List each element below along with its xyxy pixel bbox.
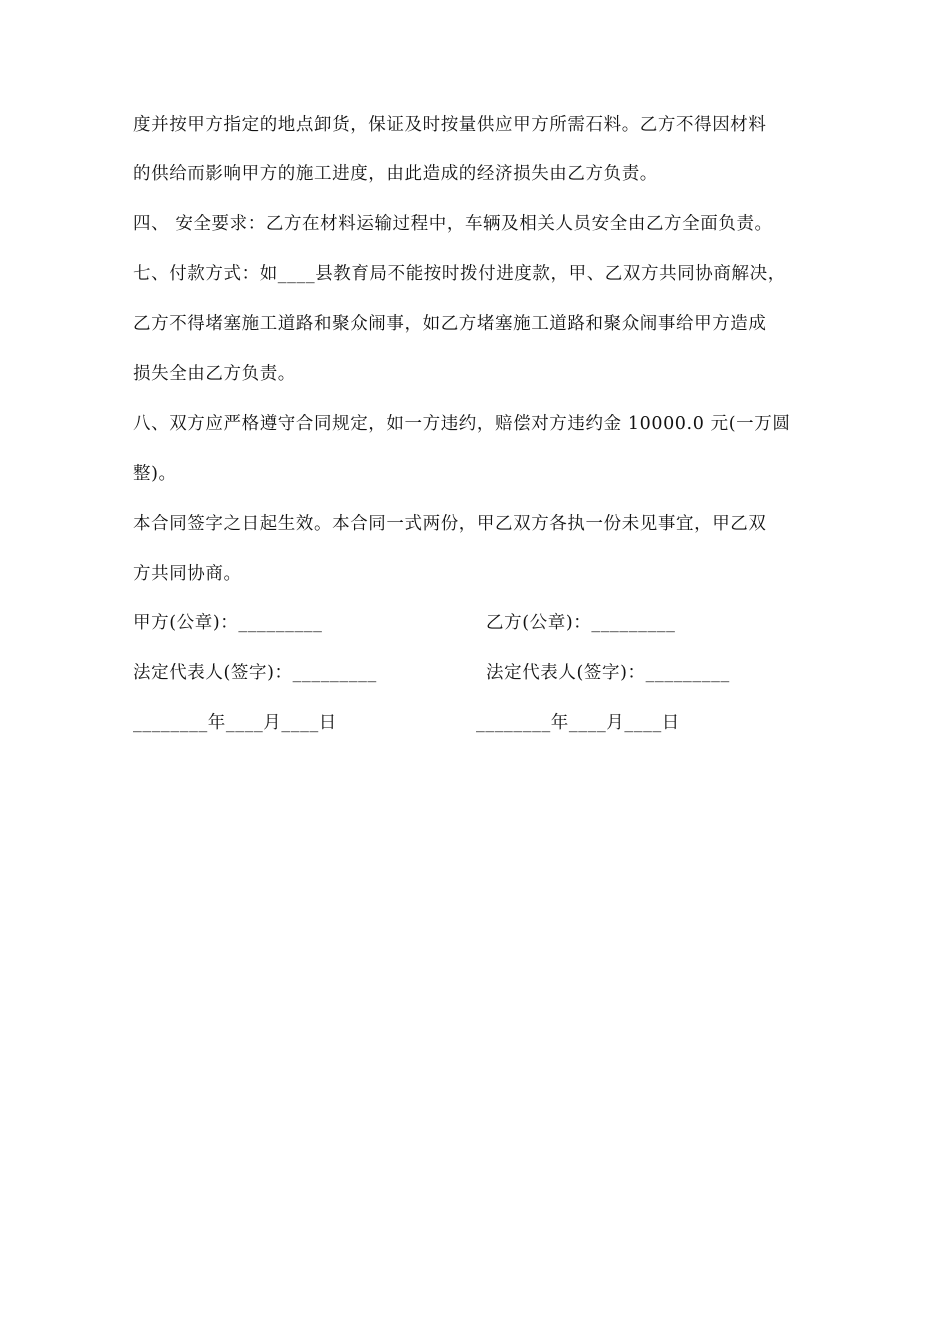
party-b-seal-field: 乙方(公章)：_________ [486,613,676,633]
clause-four-safety: 四、 安全要求：乙方在材料运输过程中，车辆及相关人员安全由乙方全面负责。 [133,214,773,234]
effective-clause-line-2: 方共同协商。 [133,564,242,584]
clause-eight-line-2: 整)。 [133,464,177,484]
clause-seven-payment: 七、付款方式：如____县教育局不能按时拨付进度款，甲、乙双方共同协商解决， [133,264,786,284]
party-a-seal-field: 甲方(公章)：_________ [133,613,323,633]
paragraph-line-2: 的供给而影响甲方的施工进度，由此造成的经济损失由乙方负责。 [133,164,658,184]
paragraph-line-1: 度并按甲方指定的地点卸货，保证及时按量供应甲方所需石料。乙方不得因材料 [133,115,767,135]
effective-clause: 本合同签字之日起生效。本合同一式两份，甲乙双方各执一份未见事宜，甲乙双 [133,514,767,534]
clause-seven-line-2: 乙方不得堵塞施工道路和聚众闹事，如乙方堵塞施工道路和聚众闹事给甲方造成 [133,314,767,334]
party-b-representative-field: 法定代表人(签字)：_________ [486,663,730,683]
clause-seven-line-3: 损失全由乙方负责。 [133,364,296,384]
party-a-date-field: ________年____月____日 [133,713,337,733]
party-b-date-field: ________年____月____日 [476,713,680,733]
party-a-representative-field: 法定代表人(签字)：_________ [133,663,377,683]
clause-eight-penalty: 八、双方应严格遵守合同规定，如一方违约，赔偿对方违约金 10000.0 元(一万圆 [133,414,791,434]
